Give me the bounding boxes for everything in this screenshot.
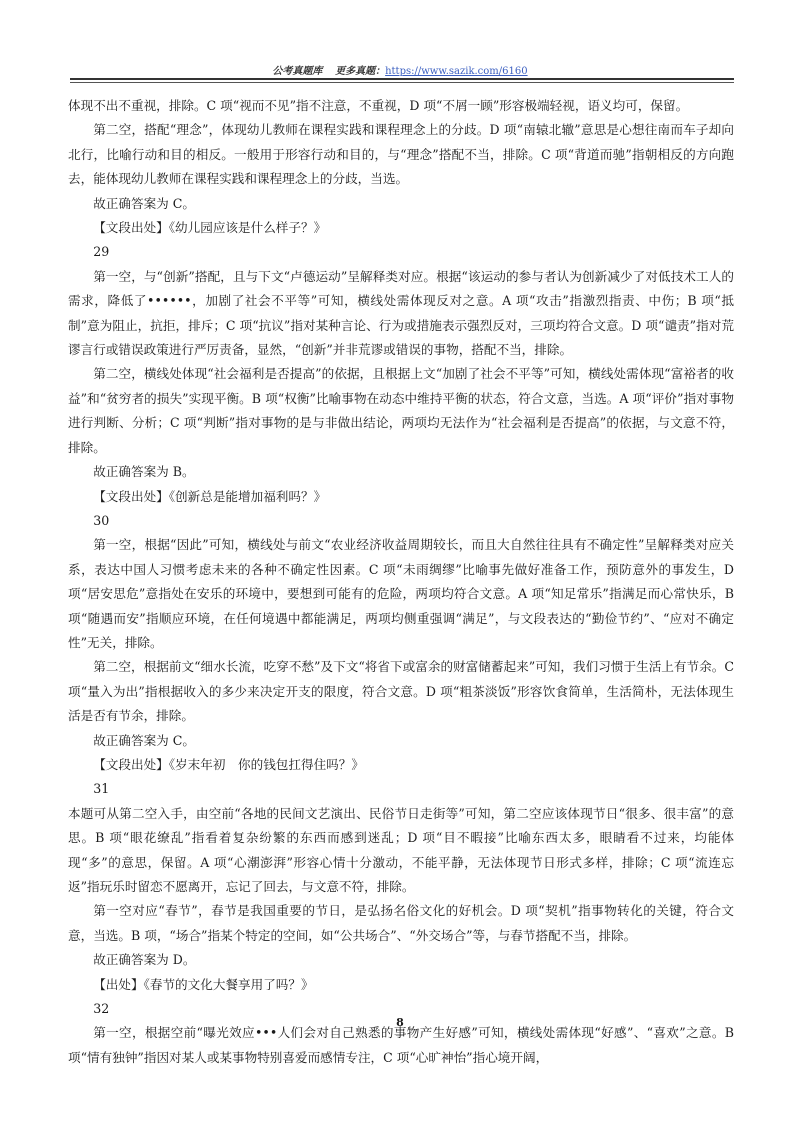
paragraph: 第一空，根据空前“曝光效应•••人们会对自己熟悉的事物产生好感”可知，横线处需体现“好感”、“喜欢”之意。B 项“情有独钟”指因对某人或某事物特别喜爱而感情专注，C 项“心旷神怡”指心境开阔，	[68, 1025, 734, 1065]
page-number: 8	[396, 1016, 404, 1029]
paragraph: 31	[93, 781, 110, 797]
paragraph: 【文段出处】《幼儿园应该是什么样子？》	[93, 220, 327, 236]
paragraph: 故正确答案为 C。	[93, 195, 195, 211]
paragraph: 【文段出处】《岁末年初 你的钱包扛得住吗？》	[93, 756, 364, 772]
paragraph: 本题可从第二空入手，由空前“各地的民间文艺演出、民俗节日走街等”可知，第二空应该体现节日“很多、很丰富”的意思。B 项“眼花缭乱”指看着复杂纷繁的东西而感到迷乱；D 项“目不暇接”比喻东西太多，眼睛看不过来，均能体现“多”的意思，保留。A 项“心潮澎湃”形容心情十分激动，不能平静，无法体现节日形式多样，排除；C 项“流连忘返”指玩乐时留恋不愿离开，忘记了回去，与文意不符，排除。	[68, 805, 734, 894]
paragraph: 29	[93, 244, 110, 260]
header-more-label: 更多真题：	[335, 66, 386, 77]
paragraph: 故正确答案为 C。	[93, 732, 195, 748]
paragraph: 体现不出不重视，排除。C 项“视而不见”指不注意，不重视，D 项“不屑一顾”形容极端轻视，语义均可，保留。	[68, 98, 689, 113]
header-rule-thin	[70, 82, 734, 83]
paragraph: 【文段出处】《创新总是能增加福利吗？》	[93, 488, 327, 504]
paragraph: 故正确答案为 D。	[93, 952, 196, 968]
paragraph: 【出处】《春节的文化大餐享用了吗？》	[93, 976, 314, 992]
header-rule-thick	[70, 78, 734, 80]
paragraph: 第二空，根据前文“细水长流，吃穿不愁”及下文“将省下或富余的财富储蓄起来”可知，我们习惯于生活上有节余。C 项“量入为出”指根据收入的多少来决定开支的限度，符合文意。D 项“粗茶淡饭”形容饮食简单，生活简朴，无法体现生活是否有节余，排除。	[68, 659, 734, 724]
header-brand: 公考真题库	[272, 66, 323, 77]
page-header	[0, 62, 800, 77]
paragraph: 30	[93, 512, 110, 528]
paragraph: 第一空，根据“因此”可知，横线处与前文“农业经济收益周期较长，而且大自然往往具有不确定性”呈解释类对应关系，表达中国人习惯考虑未来的各种不确定性因素。C 项“未雨绸缪”比喻事先做好准备工作，预防意外的事发生，D 项“居安思危”意指处在安乐的环境中，要想到可能有的危险，两项均符合文意。A 项“知足常乐”指满足而心常快乐，B 项“随遇而安”指顺应环境，在任何境遇中都能满足，两项均侧重强调“满足”，与文段表达的“勤俭节约”、“应对不确定性”无关，排除。	[68, 537, 734, 650]
paragraph: 32	[93, 1001, 110, 1017]
paragraph: 第二空，搭配“理念”，体现幼儿教师在课程实践和课程理念上的分歧。D 项“南辕北辙”意思是心想往南而车子却向北行，比喻行动和目的相反。一般用于形容行动和目的，与“理念”搭配不当，排除。C 项“背道而驰”指朝相反的方向跑去，能体现幼儿教师在课程实践和课程理念上的分歧，当选。	[68, 122, 734, 187]
paragraph: 第一空，与“创新”搭配，且与下文“卢德运动”呈解释类对应。根据“该运动的参与者认为创新减少了对低技术工人的需求，降低了••••••，加剧了社会不平等”可知，横线处需体现反对之意。A 项“攻击”指激烈指责、中伤；B 项“抵制”意为阻止，抗拒，排斥；C 项“抗议”指对某种言论、行为或措施表示强烈反对，三项均符合文意。D 项“谴责”指对荒谬言行或错误政策进行严厉责备，显然，“创新”并非荒谬或错误的事物，搭配不当，排除。	[68, 268, 734, 358]
paragraph: 第二空，横线处体现“社会福利是否提高”的依据，且根据上文“加剧了社会不平等”可知，横线处需体现“富裕者的收益”和“贫穷者的损失”实现平衡。B 项“权衡”比喻事物在动态中维持平衡的状态，符合文意，当选。A 项“评价”指对事物进行判断、分析；C 项“判断”指对事物的是与非做出结论，两项均无法作为“社会福利是否提高”的依据，与文意不符，排除。	[68, 366, 734, 455]
paragraph: 故正确答案为 B。	[93, 464, 195, 480]
header-url-link[interactable]: https://www.sazik.com/6160	[385, 66, 528, 77]
paragraph: 第一空对应“春节”，春节是我国重要的节日，是弘扬名俗文化的好机会。D 项“契机”指事物转化的关键，符合文意，当选。B 项，“场合”指某个特定的空间，如“公共场合”、“外交场合”等，与春节搭配不当，排除。	[68, 903, 734, 943]
document-body	[68, 94, 734, 1070]
